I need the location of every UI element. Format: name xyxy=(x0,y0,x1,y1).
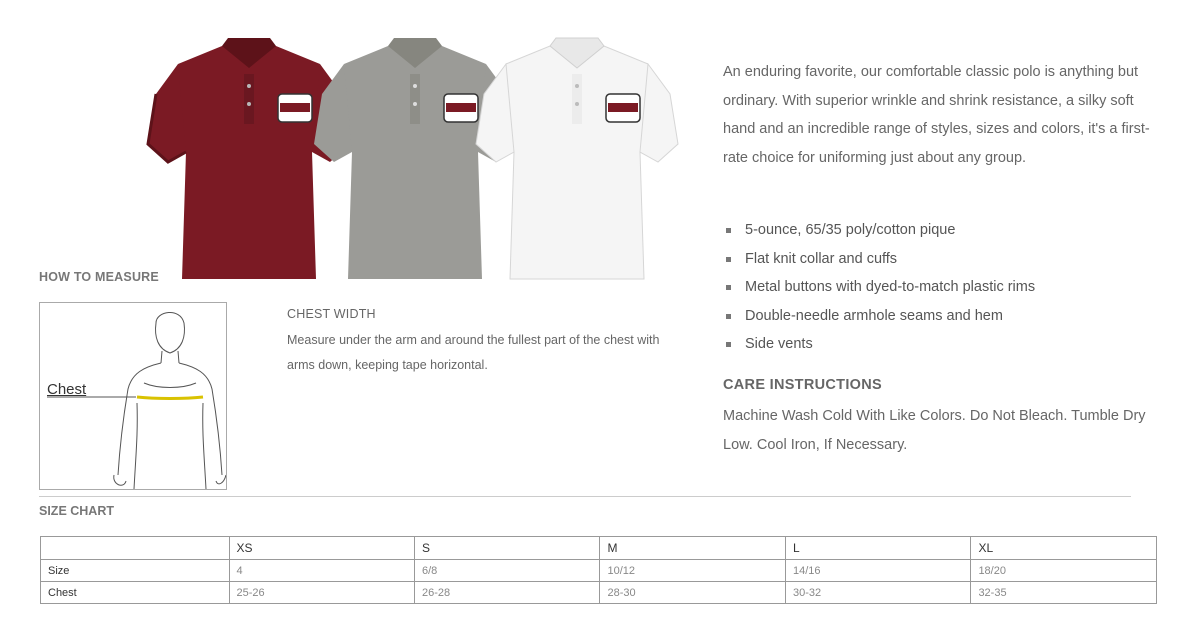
list-item: Side vents xyxy=(723,330,1163,359)
care-instructions-text: Machine Wash Cold With Like Colors. Do Not Bleach. Tumble Dry Low. Cool Iron, If Necessary. xyxy=(723,408,1146,453)
table-cell: 4 xyxy=(229,560,414,582)
bullet-icon xyxy=(726,314,731,319)
list-item: Metal buttons with dyed-to-match plastic rims xyxy=(723,273,1163,302)
table-cell xyxy=(41,537,230,560)
table-cell: 14/16 xyxy=(785,560,970,582)
feature-list xyxy=(723,216,1163,359)
size-chart-table xyxy=(40,536,1157,604)
polo-maroon xyxy=(148,38,350,279)
list-item: Double-needle armhole seams and hem xyxy=(723,302,1163,331)
table-header-cell: XS xyxy=(229,537,414,560)
product-image xyxy=(140,28,710,283)
table-cell: 32-35 xyxy=(971,582,1157,604)
list-item: 5-ounce, 65/35 poly/cotton pique xyxy=(723,216,1163,245)
bullet-icon xyxy=(726,228,731,233)
table-cell: 30-32 xyxy=(785,582,970,604)
bullet-icon xyxy=(726,285,731,290)
list-item: Flat knit collar and cuffs xyxy=(723,245,1163,274)
table-cell: 28-30 xyxy=(600,582,785,604)
chest-label: Chest xyxy=(47,381,87,398)
table-header-cell: M xyxy=(600,537,785,560)
table-cell: 10/12 xyxy=(600,560,785,582)
polo-grey xyxy=(314,38,516,279)
table-row-label: Size xyxy=(41,560,230,582)
chest-width-text: Measure under the arm and around the fullest part of the chest with arms down, keeping tape horizontal. xyxy=(287,333,660,372)
table-header-row xyxy=(41,537,1157,560)
measure-figure xyxy=(39,302,227,490)
table-cell: 6/8 xyxy=(414,560,599,582)
table-row xyxy=(41,582,1157,604)
bullet-icon xyxy=(726,257,731,262)
care-instructions-heading: CARE INSTRUCTIONS xyxy=(723,377,882,393)
bullet-icon xyxy=(726,342,731,347)
product-description: An enduring favorite, our comfortable classic polo is anything but ordinary. With superior wrinkle and shrink resistance, a silky soft hand and an incredible range of styles, sizes and colors, it's a first-rate choice for uniforming just about any group. xyxy=(723,64,1150,166)
size-chart-heading: SIZE CHART xyxy=(39,504,114,518)
chest-width-heading: CHEST WIDTH xyxy=(287,307,376,321)
table-row-label: Chest xyxy=(41,582,230,604)
table-header-cell: XL xyxy=(971,537,1157,560)
table-header-cell: S xyxy=(414,537,599,560)
how-to-measure-heading: HOW TO MEASURE xyxy=(39,270,159,284)
table-cell: 26-28 xyxy=(414,582,599,604)
table-cell: 18/20 xyxy=(971,560,1157,582)
table-cell: 25-26 xyxy=(229,582,414,604)
table-row xyxy=(41,560,1157,582)
table-header-cell: L xyxy=(785,537,970,560)
divider xyxy=(39,496,1131,497)
polo-white xyxy=(476,38,678,279)
